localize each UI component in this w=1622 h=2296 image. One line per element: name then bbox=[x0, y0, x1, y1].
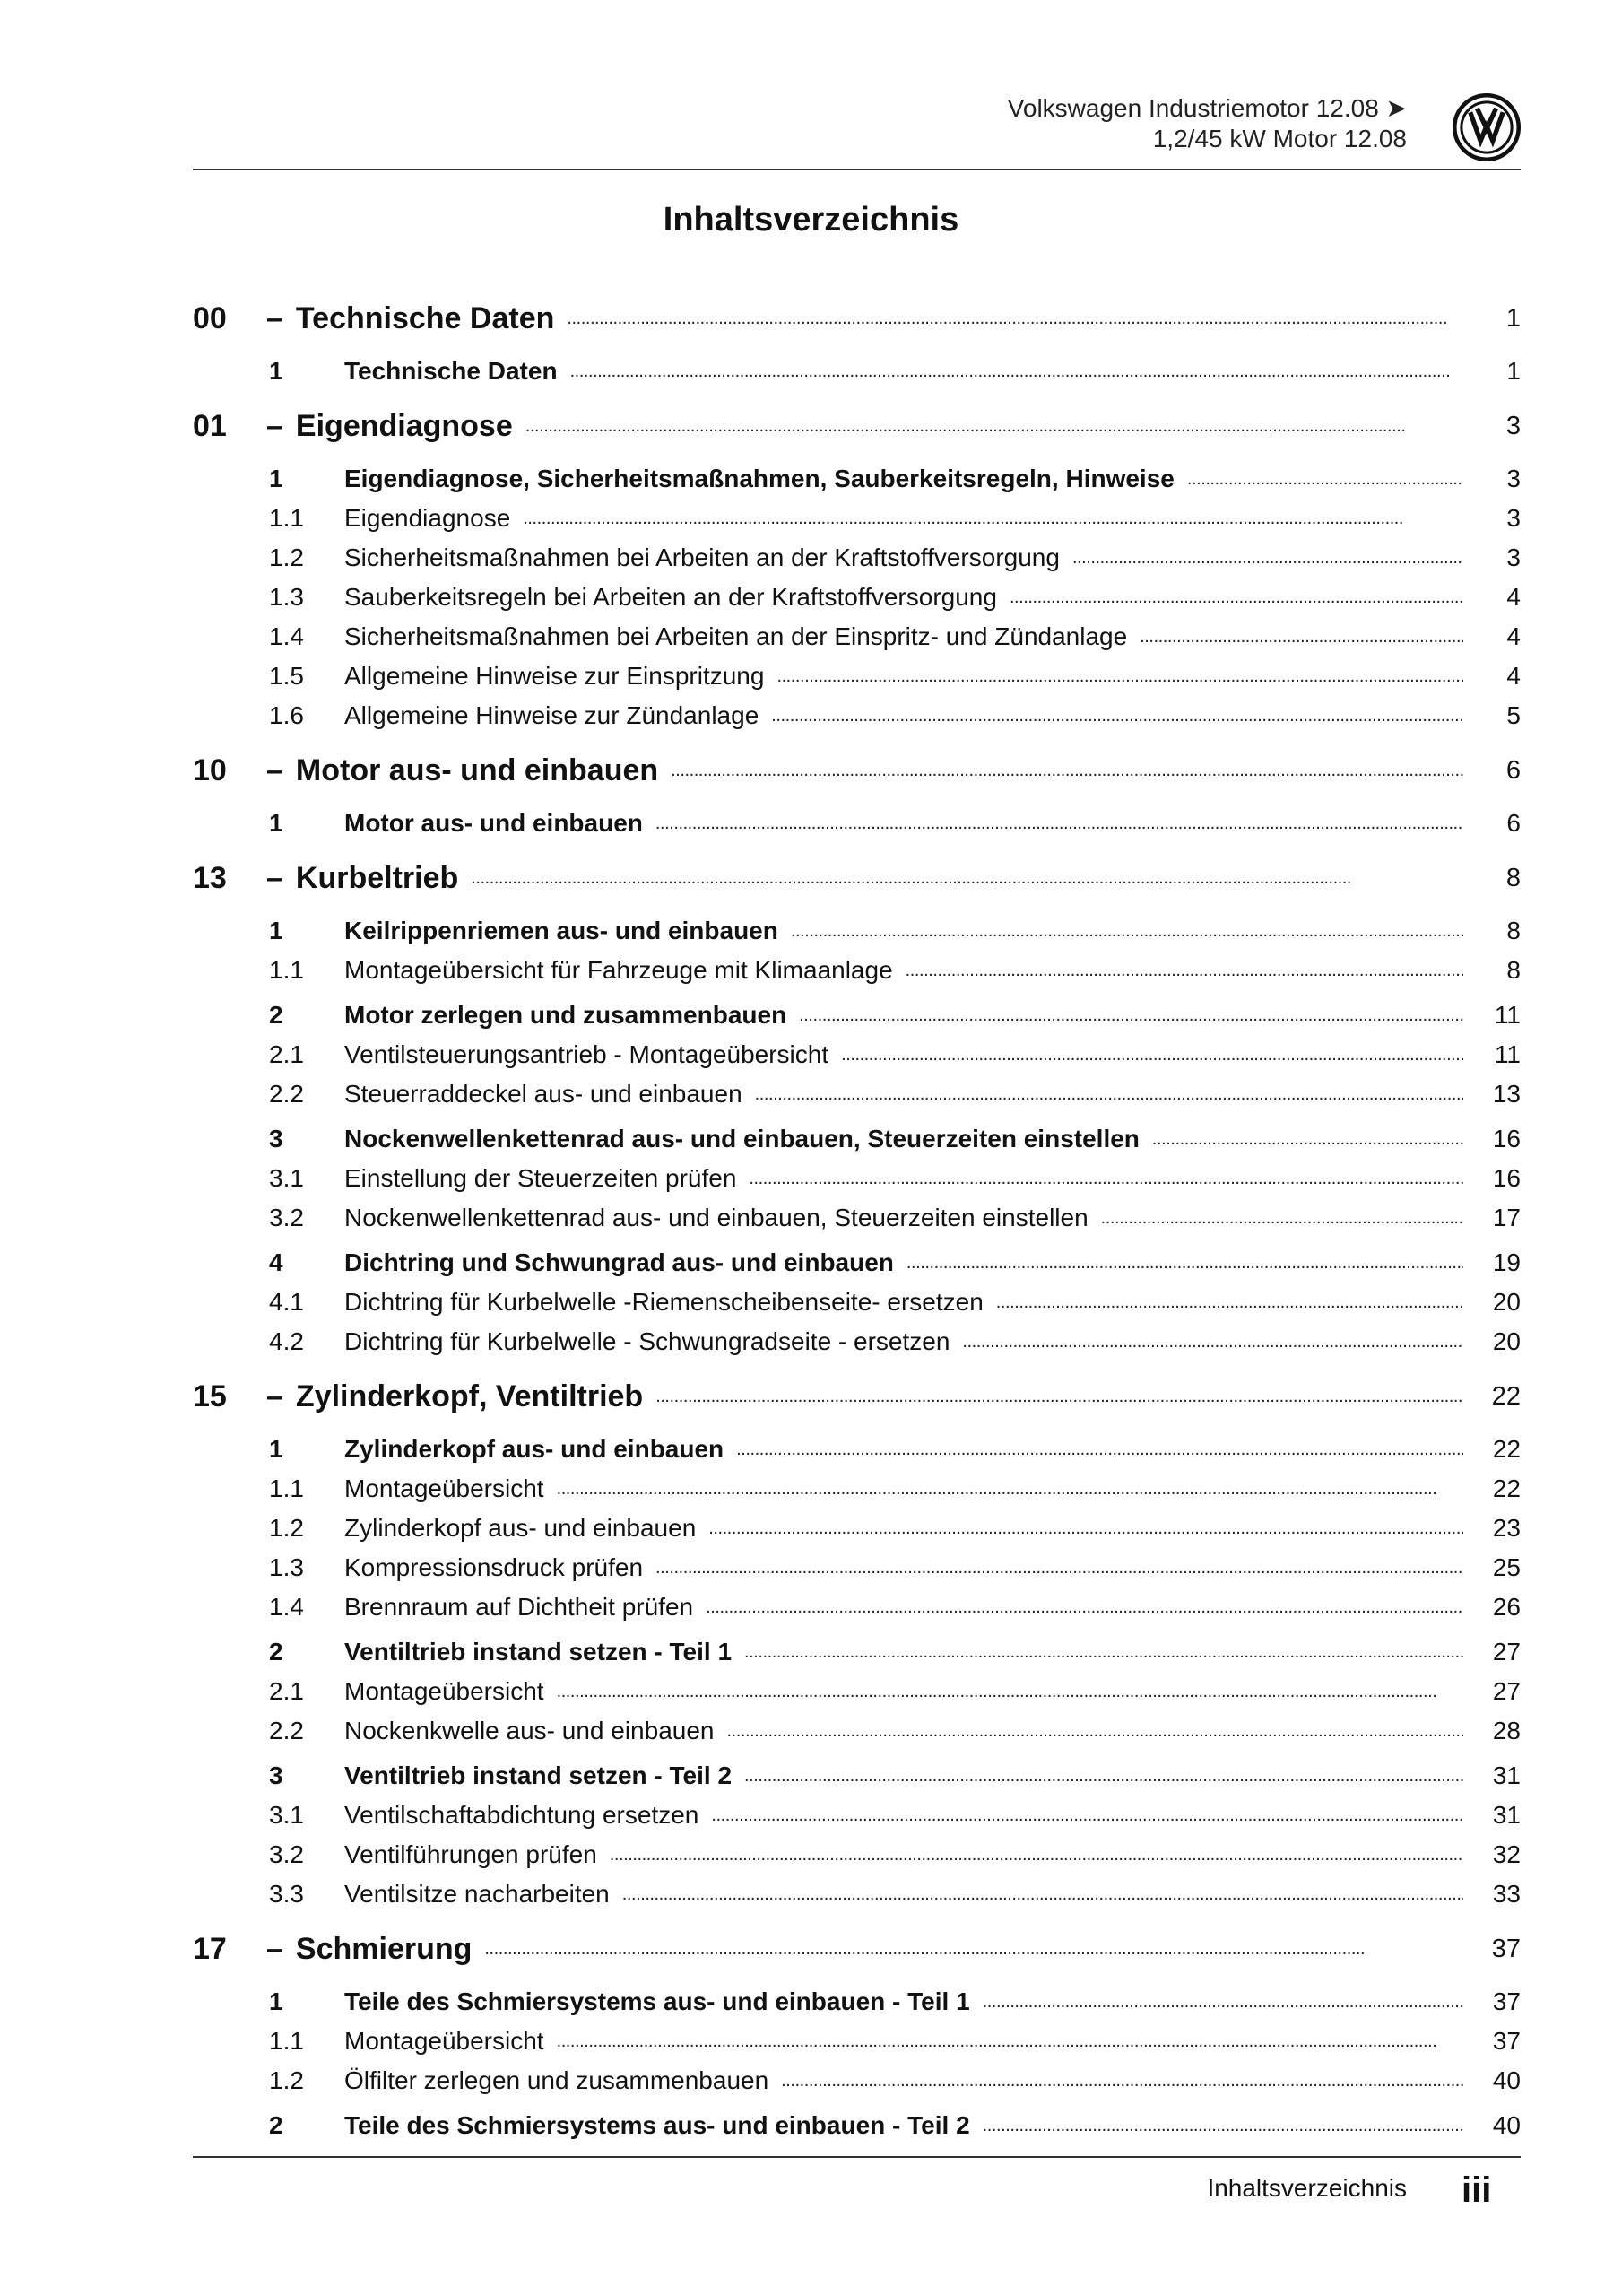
toc-number: 01 bbox=[193, 408, 227, 443]
toc-number: 3.3 bbox=[269, 1880, 304, 1908]
toc-leader-dots bbox=[708, 1518, 1463, 1539]
toc-title: Dichtring und Schwungrad aus- und einbauen bbox=[344, 1248, 894, 1276]
toc-dash: – bbox=[266, 752, 283, 787]
toc-leader-dots bbox=[711, 1805, 1463, 1826]
toc-section-row[interactable] bbox=[193, 578, 1521, 617]
toc-leader-dots bbox=[471, 868, 1463, 889]
toc-title: Eigendiagnose, Sicherheitsmaßnahmen, Sauberkeitsregeln, Hinweise bbox=[344, 465, 1175, 492]
toc-title: Kurbeltrieb bbox=[295, 860, 459, 895]
toc-page-number: 40 bbox=[1492, 2111, 1521, 2139]
toc-section-row[interactable] bbox=[193, 1982, 1521, 2022]
toc-section-row[interactable] bbox=[193, 538, 1521, 578]
toc-leader-dots bbox=[610, 1845, 1463, 1866]
table-of-contents bbox=[193, 283, 1521, 2145]
toc-page-number: 11 bbox=[1494, 1040, 1521, 1068]
toc-page-number: 16 bbox=[1492, 1164, 1521, 1192]
toc-number: 1.6 bbox=[269, 701, 304, 729]
toc-title: Sicherheitsmaßnahmen bei Arbeiten an der Einspritz- und Zündanlage bbox=[344, 622, 1128, 650]
toc-chapter-row[interactable] bbox=[193, 743, 1521, 798]
toc-number: 3 bbox=[269, 1125, 283, 1152]
toc-title: Eigendiagnose bbox=[344, 504, 511, 532]
toc-page-number: 6 bbox=[1506, 809, 1521, 837]
toc-title: Motor aus- und einbauen bbox=[295, 752, 659, 787]
toc-number: 1.3 bbox=[269, 1553, 304, 1581]
toc-leader-dots bbox=[655, 813, 1463, 834]
toc-chapter-row[interactable] bbox=[193, 1369, 1521, 1424]
toc-section-row[interactable] bbox=[193, 1874, 1521, 1914]
toc-section-row[interactable] bbox=[193, 617, 1521, 657]
toc-section-row[interactable] bbox=[193, 1587, 1521, 1627]
vw-logo-icon bbox=[1453, 93, 1521, 161]
toc-title: Motor zerlegen und zusammenbauen bbox=[344, 1001, 787, 1029]
toc-page-number: 4 bbox=[1506, 622, 1521, 650]
toc-leader-dots bbox=[736, 1439, 1463, 1460]
toc-page-number: 26 bbox=[1492, 1593, 1521, 1621]
toc-page-number: 40 bbox=[1492, 2066, 1521, 2094]
toc-title: Schmierung bbox=[295, 1931, 473, 1966]
toc-page-number: 37 bbox=[1492, 1987, 1521, 2015]
toc-section-row[interactable] bbox=[193, 1430, 1521, 1469]
toc-page-number: 8 bbox=[1505, 863, 1521, 892]
toc-leader-dots bbox=[1187, 469, 1463, 490]
toc-leader-dots bbox=[1101, 1208, 1463, 1229]
toc-number: 1.4 bbox=[269, 622, 304, 650]
toc-dash: – bbox=[266, 300, 283, 335]
toc-leader-dots bbox=[671, 761, 1463, 781]
toc-title: Motor aus- und einbauen bbox=[344, 809, 643, 837]
toc-leader-dots bbox=[484, 1939, 1463, 1960]
toc-leader-dots bbox=[996, 1292, 1463, 1313]
toc-number: 15 bbox=[193, 1378, 227, 1413]
toc-page-number: 23 bbox=[1492, 1514, 1521, 1542]
header-line-1: Volkswagen Industriemotor 12.08 ➤ bbox=[1007, 94, 1407, 122]
page-title: Inhaltsverzeichnis bbox=[663, 201, 959, 239]
toc-leader-dots bbox=[655, 1558, 1463, 1578]
toc-title: Zylinderkopf, Ventiltrieb bbox=[295, 1378, 644, 1413]
header-line-2: 1,2/45 kW Motor 12.08 bbox=[1152, 125, 1407, 152]
toc-title: Ventilsitze nacharbeiten bbox=[344, 1880, 610, 1908]
toc-leader-dots bbox=[771, 706, 1463, 726]
toc-section-row[interactable] bbox=[193, 1119, 1521, 1159]
toc-section-row[interactable] bbox=[193, 1159, 1521, 1198]
toc-number: 1.1 bbox=[269, 1474, 304, 1502]
toc-section-row[interactable] bbox=[193, 1035, 1521, 1074]
toc-page-number: 37 bbox=[1492, 2027, 1521, 2055]
toc-leader-dots bbox=[799, 1005, 1463, 1026]
toc-number: 1 bbox=[269, 917, 283, 944]
toc-section-row[interactable] bbox=[193, 2106, 1521, 2145]
toc-page-number: 22 bbox=[1492, 1474, 1521, 1502]
toc-chapter-row[interactable] bbox=[193, 398, 1521, 454]
toc-number: 2.2 bbox=[269, 1717, 304, 1744]
toc-section-row[interactable] bbox=[193, 1074, 1521, 1114]
toc-number: 00 bbox=[193, 300, 227, 335]
toc-number: 1.1 bbox=[269, 504, 304, 532]
toc-section-row[interactable] bbox=[193, 2061, 1521, 2100]
toc-title: Steuerraddeckel aus- und einbauen bbox=[344, 1080, 742, 1108]
toc-dash: – bbox=[266, 860, 283, 895]
toc-number: 4.1 bbox=[269, 1288, 304, 1316]
toc-page-number: 20 bbox=[1492, 1288, 1521, 1316]
toc-page-number: 3 bbox=[1506, 544, 1521, 571]
toc-title: Einstellung der Steuerzeiten prüfen bbox=[344, 1164, 737, 1192]
toc-page-number: 20 bbox=[1492, 1327, 1521, 1355]
toc-section-row[interactable] bbox=[193, 1283, 1521, 1322]
toc-leader-dots bbox=[655, 1387, 1463, 1407]
toc-page-number: 1 bbox=[1506, 357, 1521, 385]
toc-leader-dots bbox=[749, 1169, 1463, 1189]
toc-title: Teile des Schmiersystems aus- und einbauen - Teil 1 bbox=[344, 1987, 970, 2015]
header-text bbox=[1008, 93, 1407, 154]
toc-title: Zylinderkopf aus- und einbauen bbox=[344, 1514, 697, 1542]
toc-page-number: 3 bbox=[1506, 465, 1521, 492]
toc-page-number: 3 bbox=[1505, 411, 1521, 440]
toc-page-number: 25 bbox=[1492, 1553, 1521, 1581]
toc-title: Teile des Schmiersystems aus- und einbauen - Teil 2 bbox=[344, 2111, 970, 2139]
toc-number: 1 bbox=[269, 357, 283, 385]
toc-page-number: 5 bbox=[1506, 701, 1521, 729]
toc-leader-dots bbox=[906, 1253, 1463, 1274]
toc-title: Allgemeine Hinweise zur Einspritzung bbox=[344, 662, 765, 690]
toc-page-number: 17 bbox=[1492, 1204, 1521, 1231]
toc-leader-dots bbox=[755, 1084, 1463, 1105]
toc-number: 4.2 bbox=[269, 1327, 304, 1355]
toc-number: 2 bbox=[269, 2111, 283, 2139]
toc-number: 3 bbox=[269, 1761, 283, 1789]
toc-title: Montageübersicht für Fahrzeuge mit Klimaanlage bbox=[344, 956, 893, 984]
toc-title: Ventilschaftabdichtung ersetzen bbox=[344, 1801, 699, 1829]
toc-title: Eigendiagnose bbox=[295, 408, 513, 443]
toc-number: 3.1 bbox=[269, 1164, 304, 1192]
toc-page-number: 19 bbox=[1492, 1248, 1521, 1276]
toc-leader-dots bbox=[744, 1766, 1463, 1787]
toc-title: Montageübersicht bbox=[344, 1474, 544, 1502]
toc-number: 1.4 bbox=[269, 1593, 304, 1621]
toc-section-row[interactable] bbox=[193, 2022, 1521, 2061]
footer-page-number: iii bbox=[1462, 2170, 1492, 2210]
toc-section-row[interactable] bbox=[193, 1548, 1521, 1587]
toc-title: Ventilführungen prüfen bbox=[344, 1840, 597, 1868]
toc-title: Zylinderkopf aus- und einbauen bbox=[344, 1435, 724, 1463]
toc-leader-dots bbox=[906, 961, 1463, 981]
footer-label: Inhaltsverzeichnis bbox=[1207, 2174, 1407, 2202]
toc-number: 2.1 bbox=[269, 1677, 304, 1705]
toc-section-row[interactable] bbox=[193, 1835, 1521, 1874]
toc-leader-dots bbox=[1010, 587, 1463, 608]
toc-section-row[interactable] bbox=[193, 911, 1521, 951]
toc-number: 1.1 bbox=[269, 956, 304, 984]
toc-page-number: 22 bbox=[1492, 1435, 1521, 1463]
toc-page-number: 3 bbox=[1506, 504, 1521, 532]
toc-title: Technische Daten bbox=[344, 357, 558, 385]
toc-leader-dots bbox=[1140, 627, 1463, 648]
toc-page-number: 22 bbox=[1491, 1381, 1521, 1411]
toc-title: Nockenkwelle aus- und einbauen bbox=[344, 1717, 715, 1744]
toc-section-row[interactable] bbox=[193, 1198, 1521, 1238]
toc-number: 3.2 bbox=[269, 1204, 304, 1231]
toc-leader-dots bbox=[983, 1992, 1463, 2013]
toc-title: Ventilsteuerungsantrieb - Montageübersicht bbox=[344, 1040, 829, 1068]
toc-dash: – bbox=[266, 1931, 283, 1966]
toc-page-number: 8 bbox=[1506, 956, 1521, 984]
toc-title: Nockenwellenkettenrad aus- und einbauen, Steuerzeiten einstellen bbox=[344, 1125, 1140, 1152]
toc-page-number: 28 bbox=[1492, 1717, 1521, 1744]
toc-page-number: 33 bbox=[1492, 1880, 1521, 1908]
toc-page-number: 4 bbox=[1506, 662, 1521, 690]
toc-title: Montageübersicht bbox=[344, 1677, 544, 1705]
toc-page-number: 32 bbox=[1492, 1840, 1521, 1868]
toc-number: 3.2 bbox=[269, 1840, 304, 1868]
toc-leader-dots bbox=[744, 1642, 1463, 1663]
toc-section-row[interactable] bbox=[193, 1509, 1521, 1548]
toc-dash: – bbox=[266, 1378, 283, 1413]
toc-number: 13 bbox=[193, 860, 227, 895]
toc-number: 3.1 bbox=[269, 1801, 304, 1829]
toc-leader-dots bbox=[706, 1597, 1463, 1618]
toc-page-number: 27 bbox=[1492, 1677, 1521, 1705]
toc-leader-dots bbox=[557, 2031, 1463, 2052]
toc-leader-dots bbox=[567, 309, 1463, 329]
toc-page-number: 27 bbox=[1492, 1638, 1521, 1665]
toc-title: Dichtring für Kurbelwelle - Schwungradseite - ersetzen bbox=[344, 1327, 950, 1355]
toc-leader-dots bbox=[1152, 1129, 1463, 1150]
toc-section-row[interactable] bbox=[193, 1469, 1521, 1509]
toc-section-row[interactable] bbox=[193, 804, 1521, 843]
toc-section-row[interactable] bbox=[193, 1711, 1521, 1751]
toc-page-number: 4 bbox=[1506, 583, 1521, 611]
toc-number: 2 bbox=[269, 1001, 283, 1029]
toc-section-row[interactable] bbox=[193, 951, 1521, 990]
toc-chapter-row[interactable] bbox=[193, 291, 1521, 346]
toc-leader-dots bbox=[523, 509, 1463, 529]
toc-leader-dots bbox=[557, 1479, 1463, 1500]
toc-number: 1.5 bbox=[269, 662, 304, 690]
toc-number: 2.1 bbox=[269, 1040, 304, 1068]
toc-leader-dots bbox=[525, 416, 1463, 437]
toc-section-row[interactable] bbox=[193, 499, 1521, 538]
toc-section-row[interactable] bbox=[193, 1243, 1521, 1283]
toc-page-number: 1 bbox=[1505, 303, 1521, 333]
toc-leader-dots bbox=[962, 1332, 1463, 1352]
toc-number: 1.1 bbox=[269, 2027, 304, 2055]
toc-page-number: 37 bbox=[1491, 1934, 1521, 1963]
toc-section-row[interactable] bbox=[193, 1756, 1521, 1796]
toc-chapter-row[interactable] bbox=[193, 850, 1521, 906]
footer-rule bbox=[193, 2156, 1521, 2158]
toc-number: 10 bbox=[193, 752, 227, 787]
toc-title: Keilrippenriemen aus- und einbauen bbox=[344, 917, 778, 944]
toc-number: 1.3 bbox=[269, 583, 304, 611]
toc-title: Montageübersicht bbox=[344, 2027, 544, 2055]
toc-number: 1 bbox=[269, 809, 283, 837]
toc-leader-dots bbox=[622, 1884, 1463, 1905]
toc-page-number: 31 bbox=[1492, 1761, 1521, 1789]
toc-title: Sauberkeitsregeln bei Arbeiten an der Kraftstoffversorgung bbox=[344, 583, 997, 611]
toc-page-number: 11 bbox=[1494, 1001, 1521, 1029]
toc-number: 1 bbox=[269, 465, 283, 492]
toc-section-row[interactable] bbox=[193, 459, 1521, 499]
toc-number: 1 bbox=[269, 1435, 283, 1463]
toc-leader-dots bbox=[841, 1045, 1463, 1065]
toc-leader-dots bbox=[776, 666, 1463, 687]
toc-title: Nockenwellenkettenrad aus- und einbauen, Steuerzeiten einstellen bbox=[344, 1204, 1089, 1231]
toc-section-row[interactable] bbox=[193, 1672, 1521, 1711]
toc-chapter-row[interactable] bbox=[193, 1921, 1521, 1977]
toc-title: Sicherheitsmaßnahmen bei Arbeiten an der Kraftstoffversorgung bbox=[344, 544, 1060, 571]
toc-title: Kompressionsdruck prüfen bbox=[344, 1553, 644, 1581]
toc-number: 1 bbox=[269, 1987, 283, 2015]
toc-number: 2 bbox=[269, 1638, 283, 1665]
toc-leader-dots bbox=[983, 2116, 1463, 2136]
toc-number: 4 bbox=[269, 1248, 283, 1276]
toc-page-number: 31 bbox=[1492, 1801, 1521, 1829]
toc-number: 1.2 bbox=[269, 544, 304, 571]
toc-section-row[interactable] bbox=[193, 657, 1521, 696]
toc-leader-dots bbox=[557, 1682, 1463, 1702]
toc-section-row[interactable] bbox=[193, 1632, 1521, 1672]
toc-leader-dots bbox=[791, 921, 1463, 942]
toc-leader-dots bbox=[1072, 548, 1463, 569]
toc-page-number: 13 bbox=[1492, 1080, 1521, 1108]
toc-number: 1.2 bbox=[269, 2066, 304, 2094]
toc-page-number: 6 bbox=[1505, 755, 1521, 785]
toc-section-row[interactable] bbox=[193, 996, 1521, 1035]
toc-title: Dichtring für Kurbelwelle -Riemenscheibenseite- ersetzen bbox=[344, 1288, 984, 1316]
toc-section-row[interactable] bbox=[193, 352, 1521, 391]
toc-title: Ventiltrieb instand setzen - Teil 1 bbox=[344, 1638, 733, 1665]
toc-title: Brennraum auf Dichtheit prüfen bbox=[344, 1593, 694, 1621]
toc-dash: – bbox=[266, 408, 283, 443]
toc-page-number: 16 bbox=[1492, 1125, 1521, 1152]
toc-section-row[interactable] bbox=[193, 696, 1521, 735]
toc-number: 2.2 bbox=[269, 1080, 304, 1108]
toc-leader-dots bbox=[570, 361, 1463, 382]
toc-leader-dots bbox=[781, 2071, 1463, 2092]
toc-section-row[interactable] bbox=[193, 1796, 1521, 1835]
toc-page-number: 8 bbox=[1506, 917, 1521, 944]
toc-number: 17 bbox=[193, 1931, 227, 1966]
toc-title: Technische Daten bbox=[295, 300, 555, 335]
toc-section-row[interactable] bbox=[193, 1322, 1521, 1361]
toc-title: Ventiltrieb instand setzen - Teil 2 bbox=[344, 1761, 733, 1789]
toc-number: 1.2 bbox=[269, 1514, 304, 1542]
header-rule bbox=[193, 169, 1521, 170]
toc-title: Allgemeine Hinweise zur Zündanlage bbox=[344, 701, 759, 729]
toc-title: Ölfilter zerlegen und zusammenbauen bbox=[344, 2066, 769, 2094]
toc-leader-dots bbox=[727, 1721, 1464, 1742]
